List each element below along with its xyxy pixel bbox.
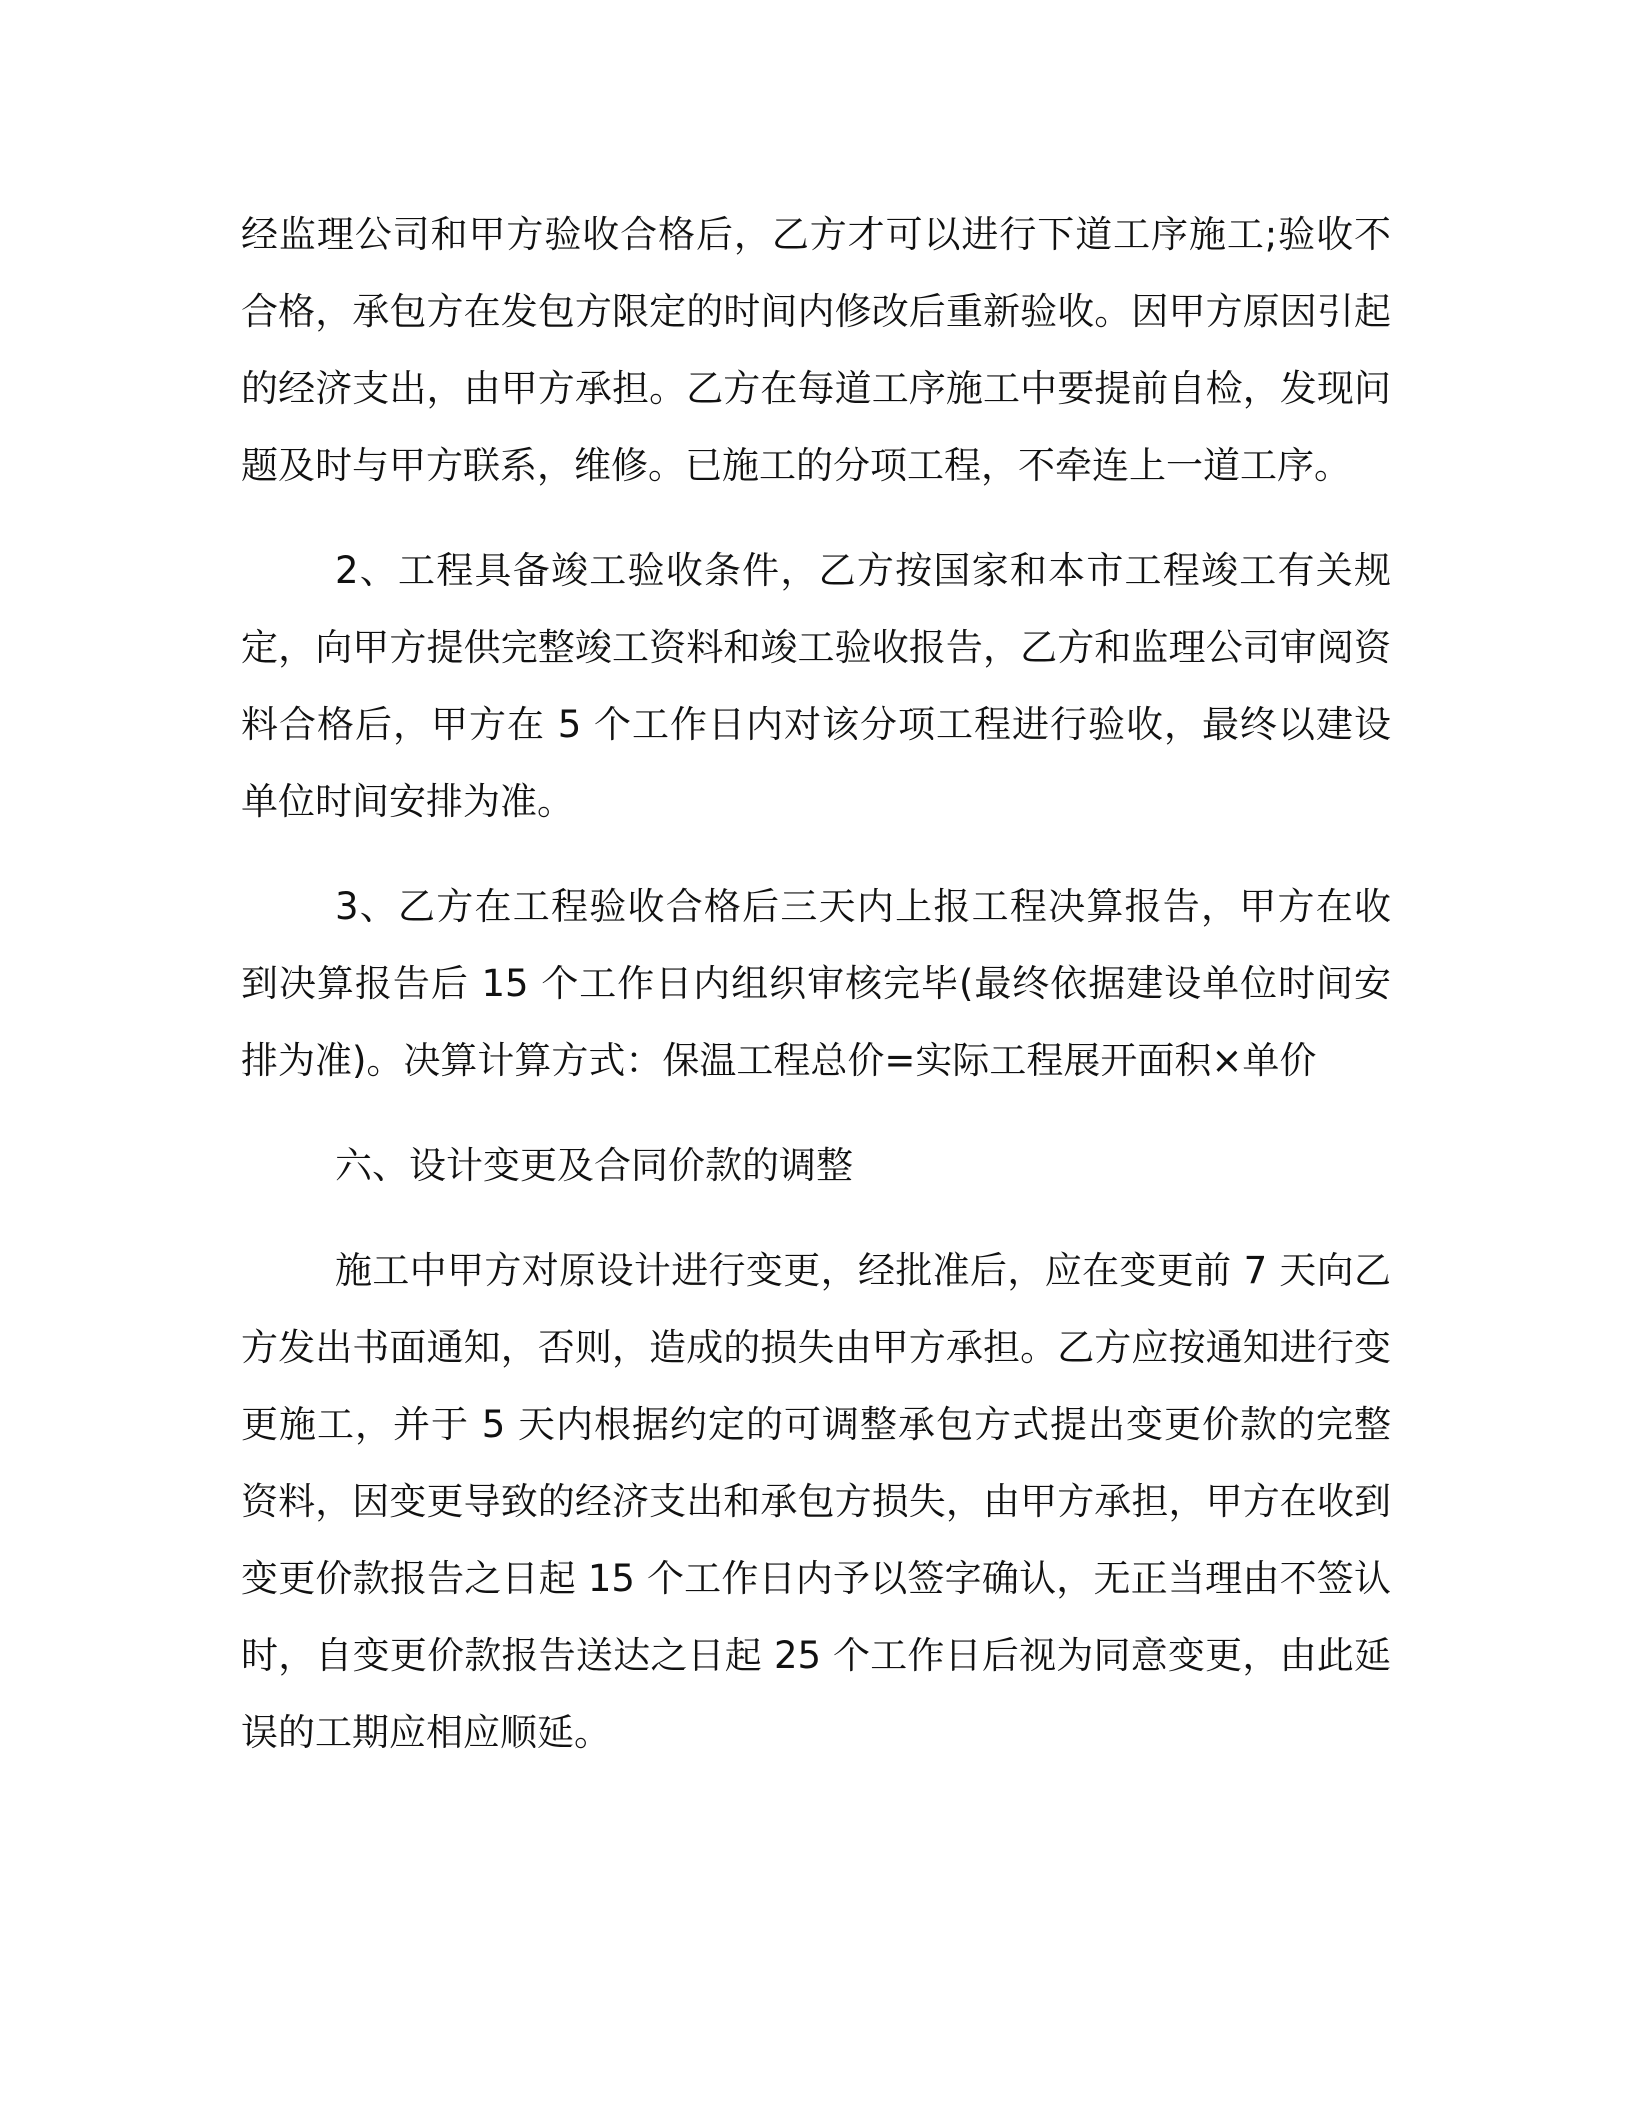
- section-heading-design-change: 六、设计变更及合同价款的调整: [335, 1144, 853, 1187]
- paragraph-completion-acceptance: 2、工程具备竣工验收条件，乙方按国家和本市工程竣工有关规定，向甲方提供完整竣工资料和竣工验收报告，乙方和监理公司审阅资料合格后，甲方在 5 个工作日内对该分项工程进行验收，最终以建设单位时间安排为准。: [241, 549, 1391, 823]
- paragraph-acceptance-procedure: 经监理公司和甲方验收合格后，乙方才可以进行下道工序施工;验收不合格，承包方在发包方限定的时间内修改后重新验收。因甲方原因引起的经济支出，由甲方承担。乙方在每道工序施工中要提前自检，发现问题及时与甲方联系，维修。已施工的分项工程，不牵连上一道工序。: [241, 213, 1391, 487]
- paragraph-design-change-terms: 施工中甲方对原设计进行变更，经批准后，应在变更前 7 天向乙方发出书面通知，否则，造成的损失由甲方承担。乙方应按通知进行变更施工，并于 5 天内根据约定的可调整承包方式提出变更价款的完整资料，因变更导致的经济支出和承包方损失，由甲方承担，甲方在收到变更价款报告之日起 15 个工作日内予以签字确认，无正当理由不签认时，自变更价款报告送达之日起 25 个工作日后视为同意变更，由此延误的工期应相应顺延。: [241, 1249, 1391, 1754]
- paragraph-final-account-report: 3、乙方在工程验收合格后三天内上报工程决算报告，甲方在收到决算报告后 15 个工作日内组织审核完毕(最终依据建设单位时间安排为准)。决算计算方式：保温工程总价=实际工程展开面积×单价: [241, 885, 1391, 1082]
- document-page: [241, 196, 1391, 1771]
